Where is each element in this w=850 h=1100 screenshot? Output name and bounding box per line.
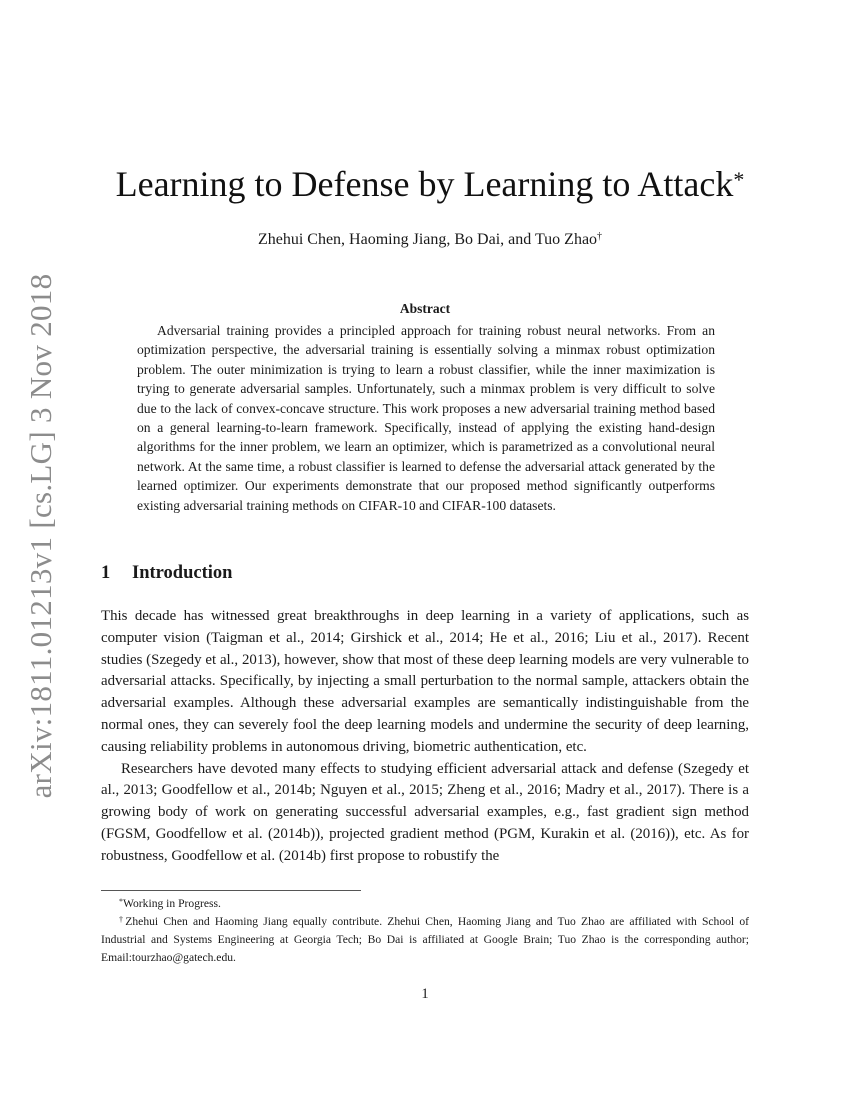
author-names: Zhehui Chen, Haoming Jiang, Bo Dai, and Tuo Zhao — [257, 231, 598, 248]
author-footnote-mark: † — [597, 231, 603, 242]
arxiv-stamp — [22, 273, 60, 799]
footnote-mark: † — [119, 915, 126, 924]
footnotes — [101, 895, 749, 967]
footnote-text: Working in Progress. — [123, 897, 221, 910]
footnote-item — [101, 913, 749, 967]
paper-title-text: Learning to Defense by Learning to Attack — [115, 164, 734, 204]
arxiv-stamp-text: arXiv:1811.01213v1 [cs.LG] 3 Nov 2018 — [23, 273, 58, 799]
section-title: Introduction — [132, 563, 233, 583]
introduction-body — [101, 606, 749, 868]
abstract-heading: Abstract — [399, 301, 451, 316]
paragraph: This decade has witnessed great breakthroughs in deep learning in a variety of applications, such as computer vision (Taigman et al., 2014; Girshick et al., 2014; He et al., 2016; Liu et al., 2017). Recent studies (Szegedy et al., 2013), however, show that most of these deep learning models are very vulnerable to adversarial attacks. Specifically, by injecting a small perturbation to the normal sample, attackers obtain the adversarial examples. Although these adversarial examples are semantically indistinguishable from the normal ones, they can severely fool the deep learning models and undermine the security of deep learning, causing reliability problems in autonomous driving, biometric authentication, etc. — [101, 608, 749, 755]
author-list — [60, 229, 800, 251]
footnote-mark: * — [119, 897, 123, 906]
abstract-body: Adversarial training provides a principled approach for training robust neural networks. From an optimization perspective, the adversarial training is essentially solving a minmax robust optimization problem. The outer minimization is trying to learn a robust classifier, while the inner maximization is trying to generate adversarial samples. Unfortunately, such a minmax problem is very difficult to solve due to the lack of convex-concave structure. This work proposes a new adversarial training method based on a general learning-to-learn framework. Specifically, instead of applying the existing hand-design algorithms for the inner problem, we learn an optimizer, which is parametrized as a convolutional neural network. At the same time, a robust classifier is learned to defense the adversarial attack generated by the learned optimizer. Our experiments demonstrate that our proposed method significantly outperforms existing adversarial training methods on CIFAR-10 and CIFAR-100 datasets. — [137, 323, 715, 513]
footnote-item — [101, 895, 749, 913]
paper-title — [60, 162, 800, 206]
section-heading-introduction — [101, 563, 232, 584]
page-number: 1 — [421, 986, 429, 1002]
paragraph: Researchers have devoted many effects to studying efficient adversarial attack and defense (Szegedy et al., 2013; Goodfellow et al., 2014b; Nguyen et al., 2015; Zheng et al., 2016; Madry et al., 2017). There is a growing body of work on generating successful adversarial examples, e.g., fast gradient sign method (FGSM, Goodfellow et al. (2014b)), projected gradient method (PGM, Kurakin et al. (2016)), etc. As for robustness, Goodfellow et al. (2014b) first propose to robustify the — [101, 760, 749, 864]
footnote-text: Zhehui Chen and Haoming Jiang equally contribute. Zhehui Chen, Haoming Jiang and Tuo Zhao are affiliated with School of Industrial and Systems Engineering at Georgia Tech; Bo Dai is affiliated at Google Brain; Tuo Zhao is the corresponding author; Email:tourzhao@gatech.edu. — [101, 915, 749, 964]
title-footnote-mark: * — [733, 167, 745, 192]
section-number: 1 — [101, 563, 111, 583]
footnote-divider — [101, 890, 361, 891]
